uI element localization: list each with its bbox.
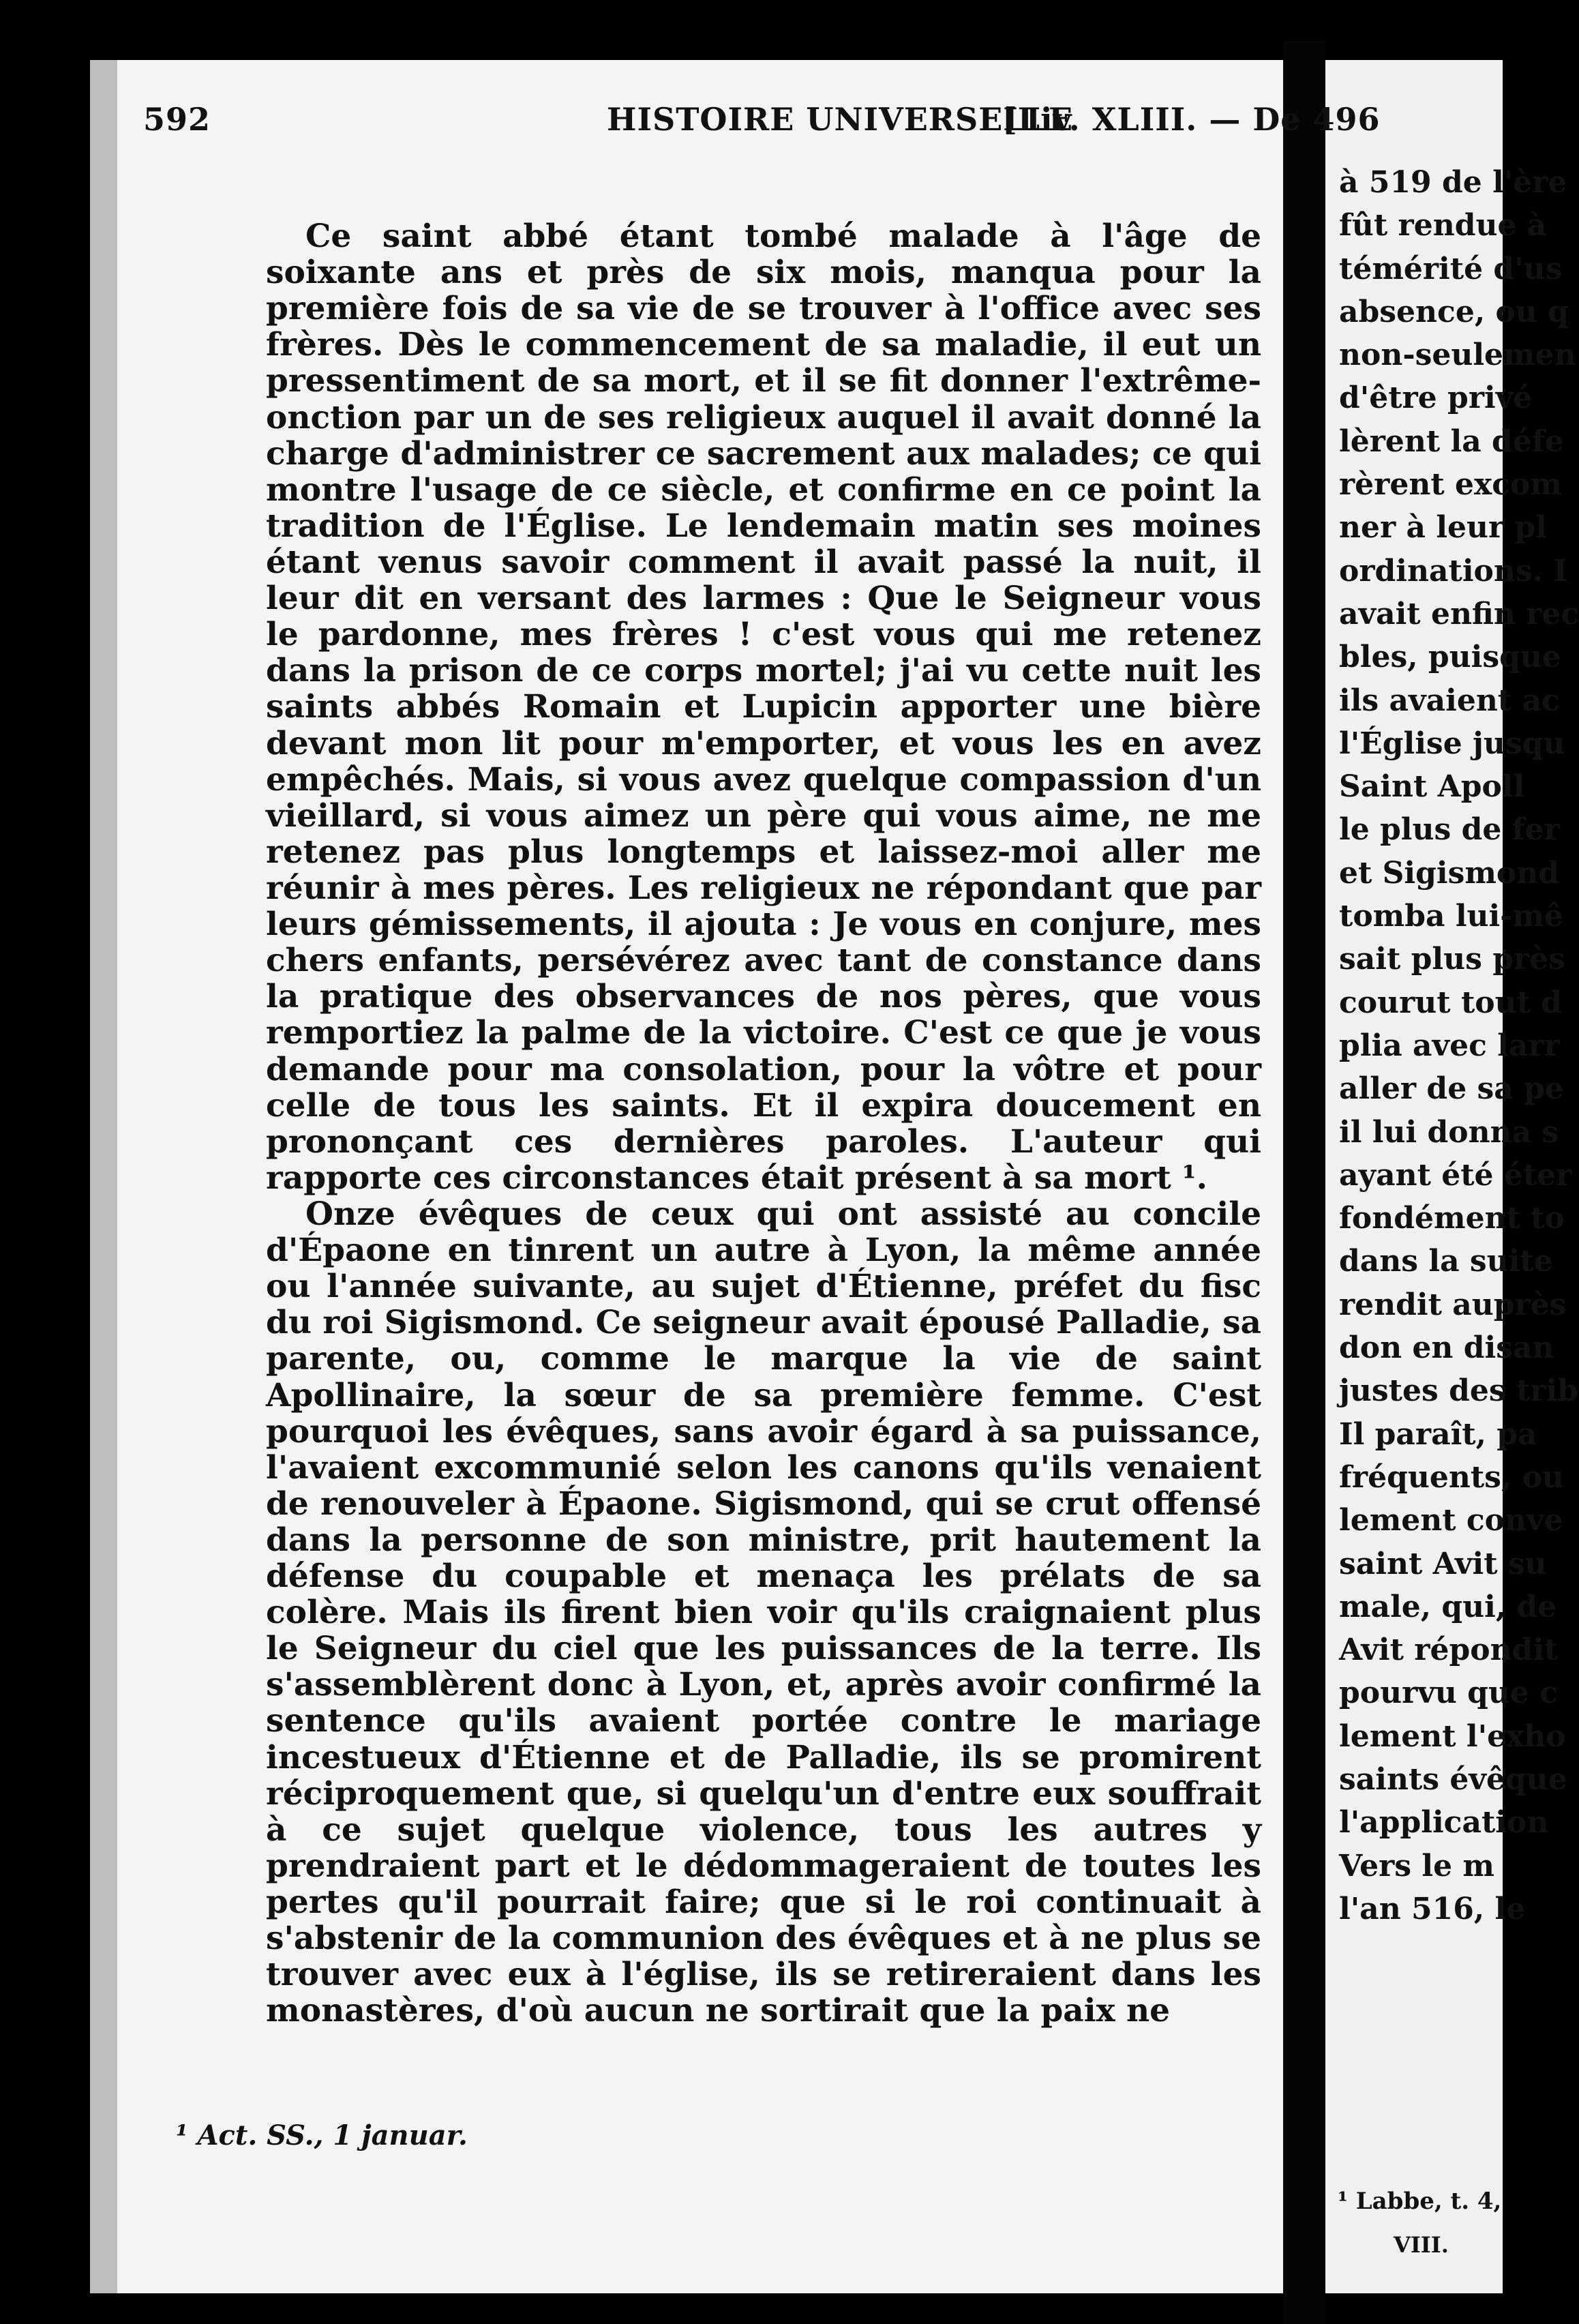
right-line: justes des trib <box>1339 1373 1578 1409</box>
right-line: ayant été éter <box>1339 1157 1572 1193</box>
right-line: l'Église jusqu <box>1339 726 1565 761</box>
book-gutter <box>1283 41 1325 2324</box>
right-line: saints évêque <box>1339 1761 1567 1797</box>
right-line: fondément to <box>1339 1201 1565 1236</box>
right-line: sait plus près <box>1339 942 1565 977</box>
right-line: l'an 516, le <box>1339 1891 1526 1926</box>
right-line: aller de sa pe <box>1339 1071 1564 1107</box>
right-line: avait enfin rec <box>1339 596 1579 631</box>
running-head <box>143 101 1489 149</box>
right-line: courut tout d <box>1339 985 1563 1020</box>
right-line: lement conve <box>1339 1503 1563 1538</box>
book-section: [Liv. XLIII. — De 496 <box>1002 101 1381 138</box>
right-line: il lui donna s <box>1339 1114 1559 1150</box>
right-line: et Sigismond <box>1339 855 1560 891</box>
page-number: 592 <box>143 101 211 138</box>
right-line: pourvu que c <box>1339 1675 1559 1711</box>
paragraph: Onze évêques de ceux qui ont assisté au concile d'Épaone en tinrent un autre à Lyon, la même année ou l'année suivante, au sujet d'Étienne, préfet du fisc du roi Sigismond. Ce seigneur avait épousé Palladie, sa parente, ou, comme le marque la vie de saint Apollinaire, la sœur de sa première femme. C'est pourquoi les évêques, sans avoir égard à sa puissance, l'avaient excommunié selon les canons qu'ils venaient de renouveler à Épaone. Sigismond, qui se crut offensé dans la personne de son ministre, prit hautement la défense du coupable et menaça les prélats de sa colère. Mais ils firent bien voir qu'ils craignaient plus le Seigneur du ciel que les puissances de la terre. Ils s'assemblèrent donc à Lyon, et, après avoir confirmé la sentence qu'ils avaient portée contre le mariage incestueux d'Étienne et de Palladie, ils se promirent réciproquement que, si quelqu'un d'entre eux souffrait à ce sujet quelque violence, tous les autres y prendraient part et le dédommageraient de toutes les pertes qu'il pourrait faire; que si le roi continuait à s'abstenir de la communion des évêques et à ne plus se trouver avec eux à l'église, ils se retireraient dans les monastères, d'où aucun ne sortirait que la paix ne <box>266 1195 1261 2030</box>
right-line: témérité d'us <box>1339 251 1563 286</box>
book-title: HISTOIRE UNIVERSELLE <box>607 101 1074 138</box>
main-text <box>266 218 1261 2029</box>
right-line: Vers le m <box>1339 1848 1494 1883</box>
right-line: Avit répondit <box>1339 1633 1559 1668</box>
right-line: ner à leur pl <box>1339 510 1547 546</box>
right-line: d'être privé <box>1339 381 1533 416</box>
right-line: fût rendue à <box>1339 208 1547 243</box>
right-line: absence, ou q <box>1339 294 1569 329</box>
right-line: tomba lui-mê <box>1339 899 1564 934</box>
right-line: saint Avit su <box>1339 1546 1547 1581</box>
right-line: le plus de fer <box>1339 812 1560 848</box>
right-line: male, qui, de <box>1339 1589 1557 1624</box>
right-line: rèrent excom <box>1339 467 1562 503</box>
right-line: ordinations. I <box>1339 553 1567 589</box>
right-page-text <box>1339 161 1579 1931</box>
footnote: ¹ Act. SS., 1 januar. <box>176 2119 468 2151</box>
right-line: l'application <box>1339 1805 1549 1841</box>
right-footnote: ¹ Labbe, t. 4, <box>1338 2188 1502 2215</box>
right-line: dans la suite <box>1339 1244 1553 1279</box>
right-line: ils avaient ac <box>1339 683 1560 718</box>
right-line: Il paraît, pa <box>1339 1416 1537 1452</box>
right-line: lement l'exho <box>1339 1718 1566 1754</box>
right-page-header: à 519 de l'ère <box>1339 165 1567 200</box>
paragraph: Ce saint abbé étant tombé malade à l'âge de soixante ans et près de six mois, manqua pour la première fois de sa vie de se trouver à l'office avec ses frères. Dès le commencement de sa maladie, il eut un pressentiment de sa mort, et il se fit donner l'extrême-onction par un de ses religieux auquel il avait donné la charge d'administrer ce sacrement aux malades; ce qui montre l'usage de ce siècle, et confirme en ce point la tradition de l'Église. Le lendemain matin ses moines étant venus savoir comment il avait passé la nuit, il leur dit en versant des larmes : Que le Seigneur vous le pardonne, mes frères ! c'est vous qui me retenez dans la prison de ce corps mortel; j'ai vu cette nuit les saints abbés Romain et Lupicin apporter une bière devant mon lit pour m'emporter, et vous les en avez empêchés. Mais, si vous avez quelque compassion d'un vieillard, si vous aimez un père qui vous aime, ne me retenez pas plus longtemps et laissez-moi aller me réunir à mes pères. Les religieux ne répondant que par leurs gémissements, il ajouta : Je vous en conjure, mes chers enfants, persévérez avec tant de constance dans la pratique des observances de nos pères, que vous remportiez la palme de la victoire. C'est ce que je vous demande pour ma consolation, pour la vôtre et pour celle de tous les saints. Et il expira doucement en prononçant ces dernières paroles. L'auteur qui rapporte ces circonstances était présent à sa mort ¹. <box>266 218 1261 1197</box>
right-line: rendit auprès <box>1339 1287 1567 1322</box>
right-line: non-seulemen <box>1339 338 1576 373</box>
right-line: don en disan <box>1339 1330 1554 1366</box>
right-line: fréquents, ou <box>1339 1459 1564 1495</box>
right-page <box>1325 60 1579 2293</box>
right-line: plia avec larr <box>1339 1028 1560 1063</box>
right-line: bles, puisque <box>1339 640 1561 675</box>
right-line: Saint Apoll <box>1339 769 1525 805</box>
right-line: lèrent la défe <box>1339 423 1564 459</box>
right-folio: VIII. <box>1394 2232 1449 2258</box>
